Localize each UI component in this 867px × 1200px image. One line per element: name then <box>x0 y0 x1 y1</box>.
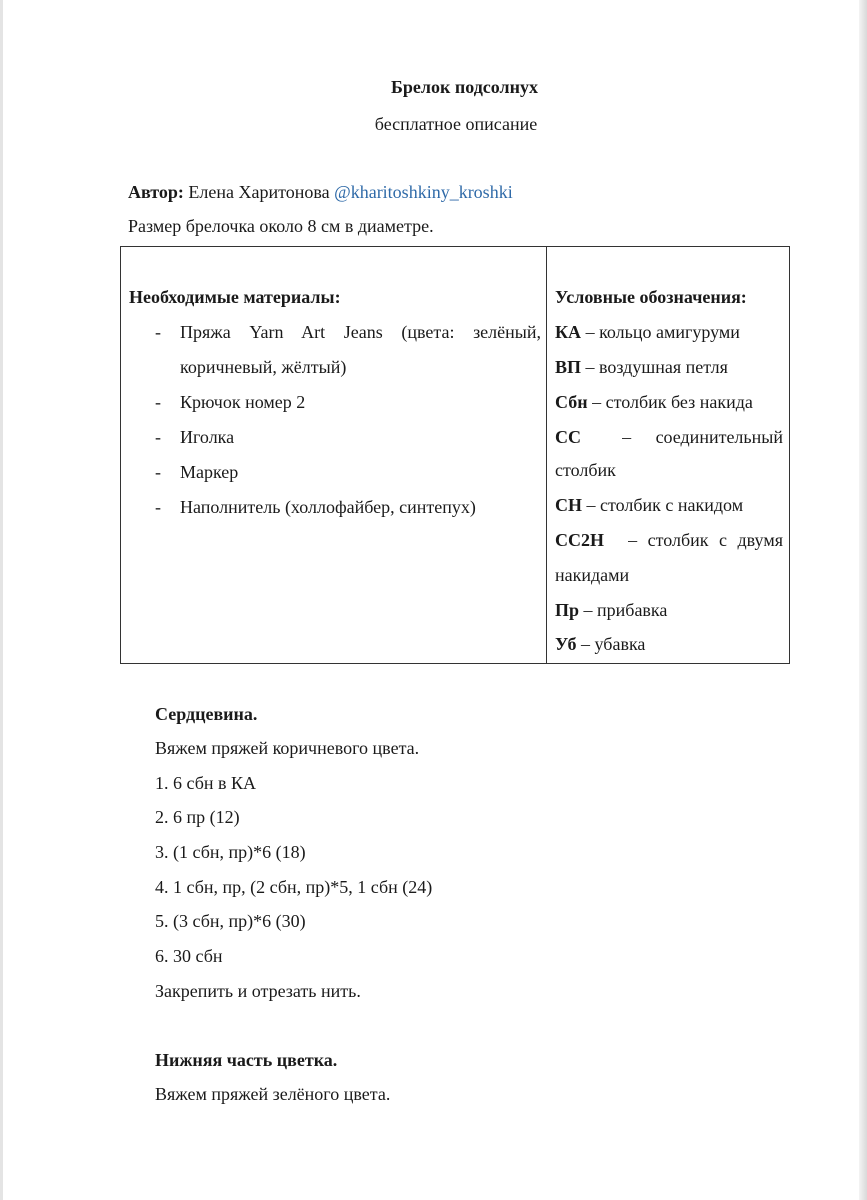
legend-desc: – столбик с накидом <box>586 495 744 515</box>
document-title: Брелок подсолнух <box>390 77 539 97</box>
bullet-dash: - <box>155 462 161 482</box>
bullet-dash: - <box>155 497 161 517</box>
size-note: Размер брелочка около 8 см в диаметре. <box>128 216 434 236</box>
core-row-6: 6. 30 сбн <box>155 946 223 966</box>
legend-item-ss2n-cont: накидами <box>555 565 630 585</box>
legend-abbr: Уб <box>555 634 577 654</box>
core-row-5: 5. (3 сбн, пр)*6 (30) <box>155 911 306 931</box>
author-line <box>128 181 513 203</box>
bullet-dash: - <box>155 392 161 412</box>
table-column-divider <box>546 247 547 663</box>
legend-desc: – столбик без накида <box>592 392 753 412</box>
materials-item-yarn-cont: коричневый, жёлтый) <box>180 357 347 377</box>
core-row-1: 1. 6 сбн в КА <box>155 773 257 793</box>
legend-item-ss2n <box>555 529 783 551</box>
core-intro: Вяжем пряжей коричневого цвета. <box>155 738 420 758</box>
document-subtitle: бесплатное описание <box>374 114 538 134</box>
legend-item-ss <box>555 426 783 448</box>
legend-desc: – соединительный <box>622 427 783 447</box>
core-row-3: 3. (1 сбн, пр)*6 (18) <box>155 842 306 862</box>
legend-item-ss-cont: столбик <box>555 460 616 480</box>
legend-item-ub <box>555 633 645 655</box>
legend-desc: – воздушная петля <box>585 357 728 377</box>
core-heading: Сердцевина. <box>155 704 258 724</box>
bullet-dash: - <box>155 322 161 342</box>
materials-item-filler: Наполнитель (холлофайбер, синтепух) <box>180 497 476 517</box>
legend-desc: – кольцо амигуруми <box>585 322 740 342</box>
legend-abbr: СС2Н <box>555 530 604 550</box>
legend-heading: Условные обозначения: <box>555 287 747 307</box>
legend-item-sbn <box>555 391 753 413</box>
legend-desc: – убавка <box>581 634 646 654</box>
legend-item-pr <box>555 599 667 621</box>
legend-abbr: ВП <box>555 357 582 377</box>
legend-abbr: СС <box>555 427 581 447</box>
materials-heading: Необходимые материалы: <box>129 287 341 307</box>
materials-legend-table <box>120 246 790 664</box>
legend-item-sn <box>555 494 743 516</box>
legend-item-ka <box>555 321 740 343</box>
core-row-4: 4. 1 сбн, пр, (2 сбн, пр)*5, 1 сбн (24) <box>155 877 433 897</box>
legend-desc: – столбик с двумя <box>628 530 783 550</box>
materials-item-marker: Маркер <box>180 462 239 482</box>
bottom-intro: Вяжем пряжей зелёного цвета. <box>155 1084 391 1104</box>
legend-abbr: СН <box>555 495 582 515</box>
legend-abbr: Пр <box>555 600 580 620</box>
materials-item-needle: Иголка <box>180 427 235 447</box>
page-edge-right <box>859 0 867 1200</box>
legend-desc: – прибавка <box>583 600 668 620</box>
materials-item-yarn: Пряжа Yarn Art Jeans (цвета: зелёный, <box>180 322 541 342</box>
materials-item-hook: Крючок номер 2 <box>180 392 306 412</box>
legend-abbr: Сбн <box>555 392 588 412</box>
legend-abbr: КА <box>555 322 582 342</box>
page-edge-left <box>0 0 3 1200</box>
legend-item-vp <box>555 356 728 378</box>
core-row-2: 2. 6 пр (12) <box>155 807 240 827</box>
author-label: Автор: <box>128 182 184 202</box>
bottom-heading: Нижняя часть цветка. <box>155 1050 338 1070</box>
author-handle-link[interactable]: @kharitoshkiny_kroshki <box>334 182 513 202</box>
author-name: Елена Харитонова <box>188 182 330 202</box>
bullet-dash: - <box>155 427 161 447</box>
core-outro: Закрепить и отрезать нить. <box>155 981 361 1001</box>
